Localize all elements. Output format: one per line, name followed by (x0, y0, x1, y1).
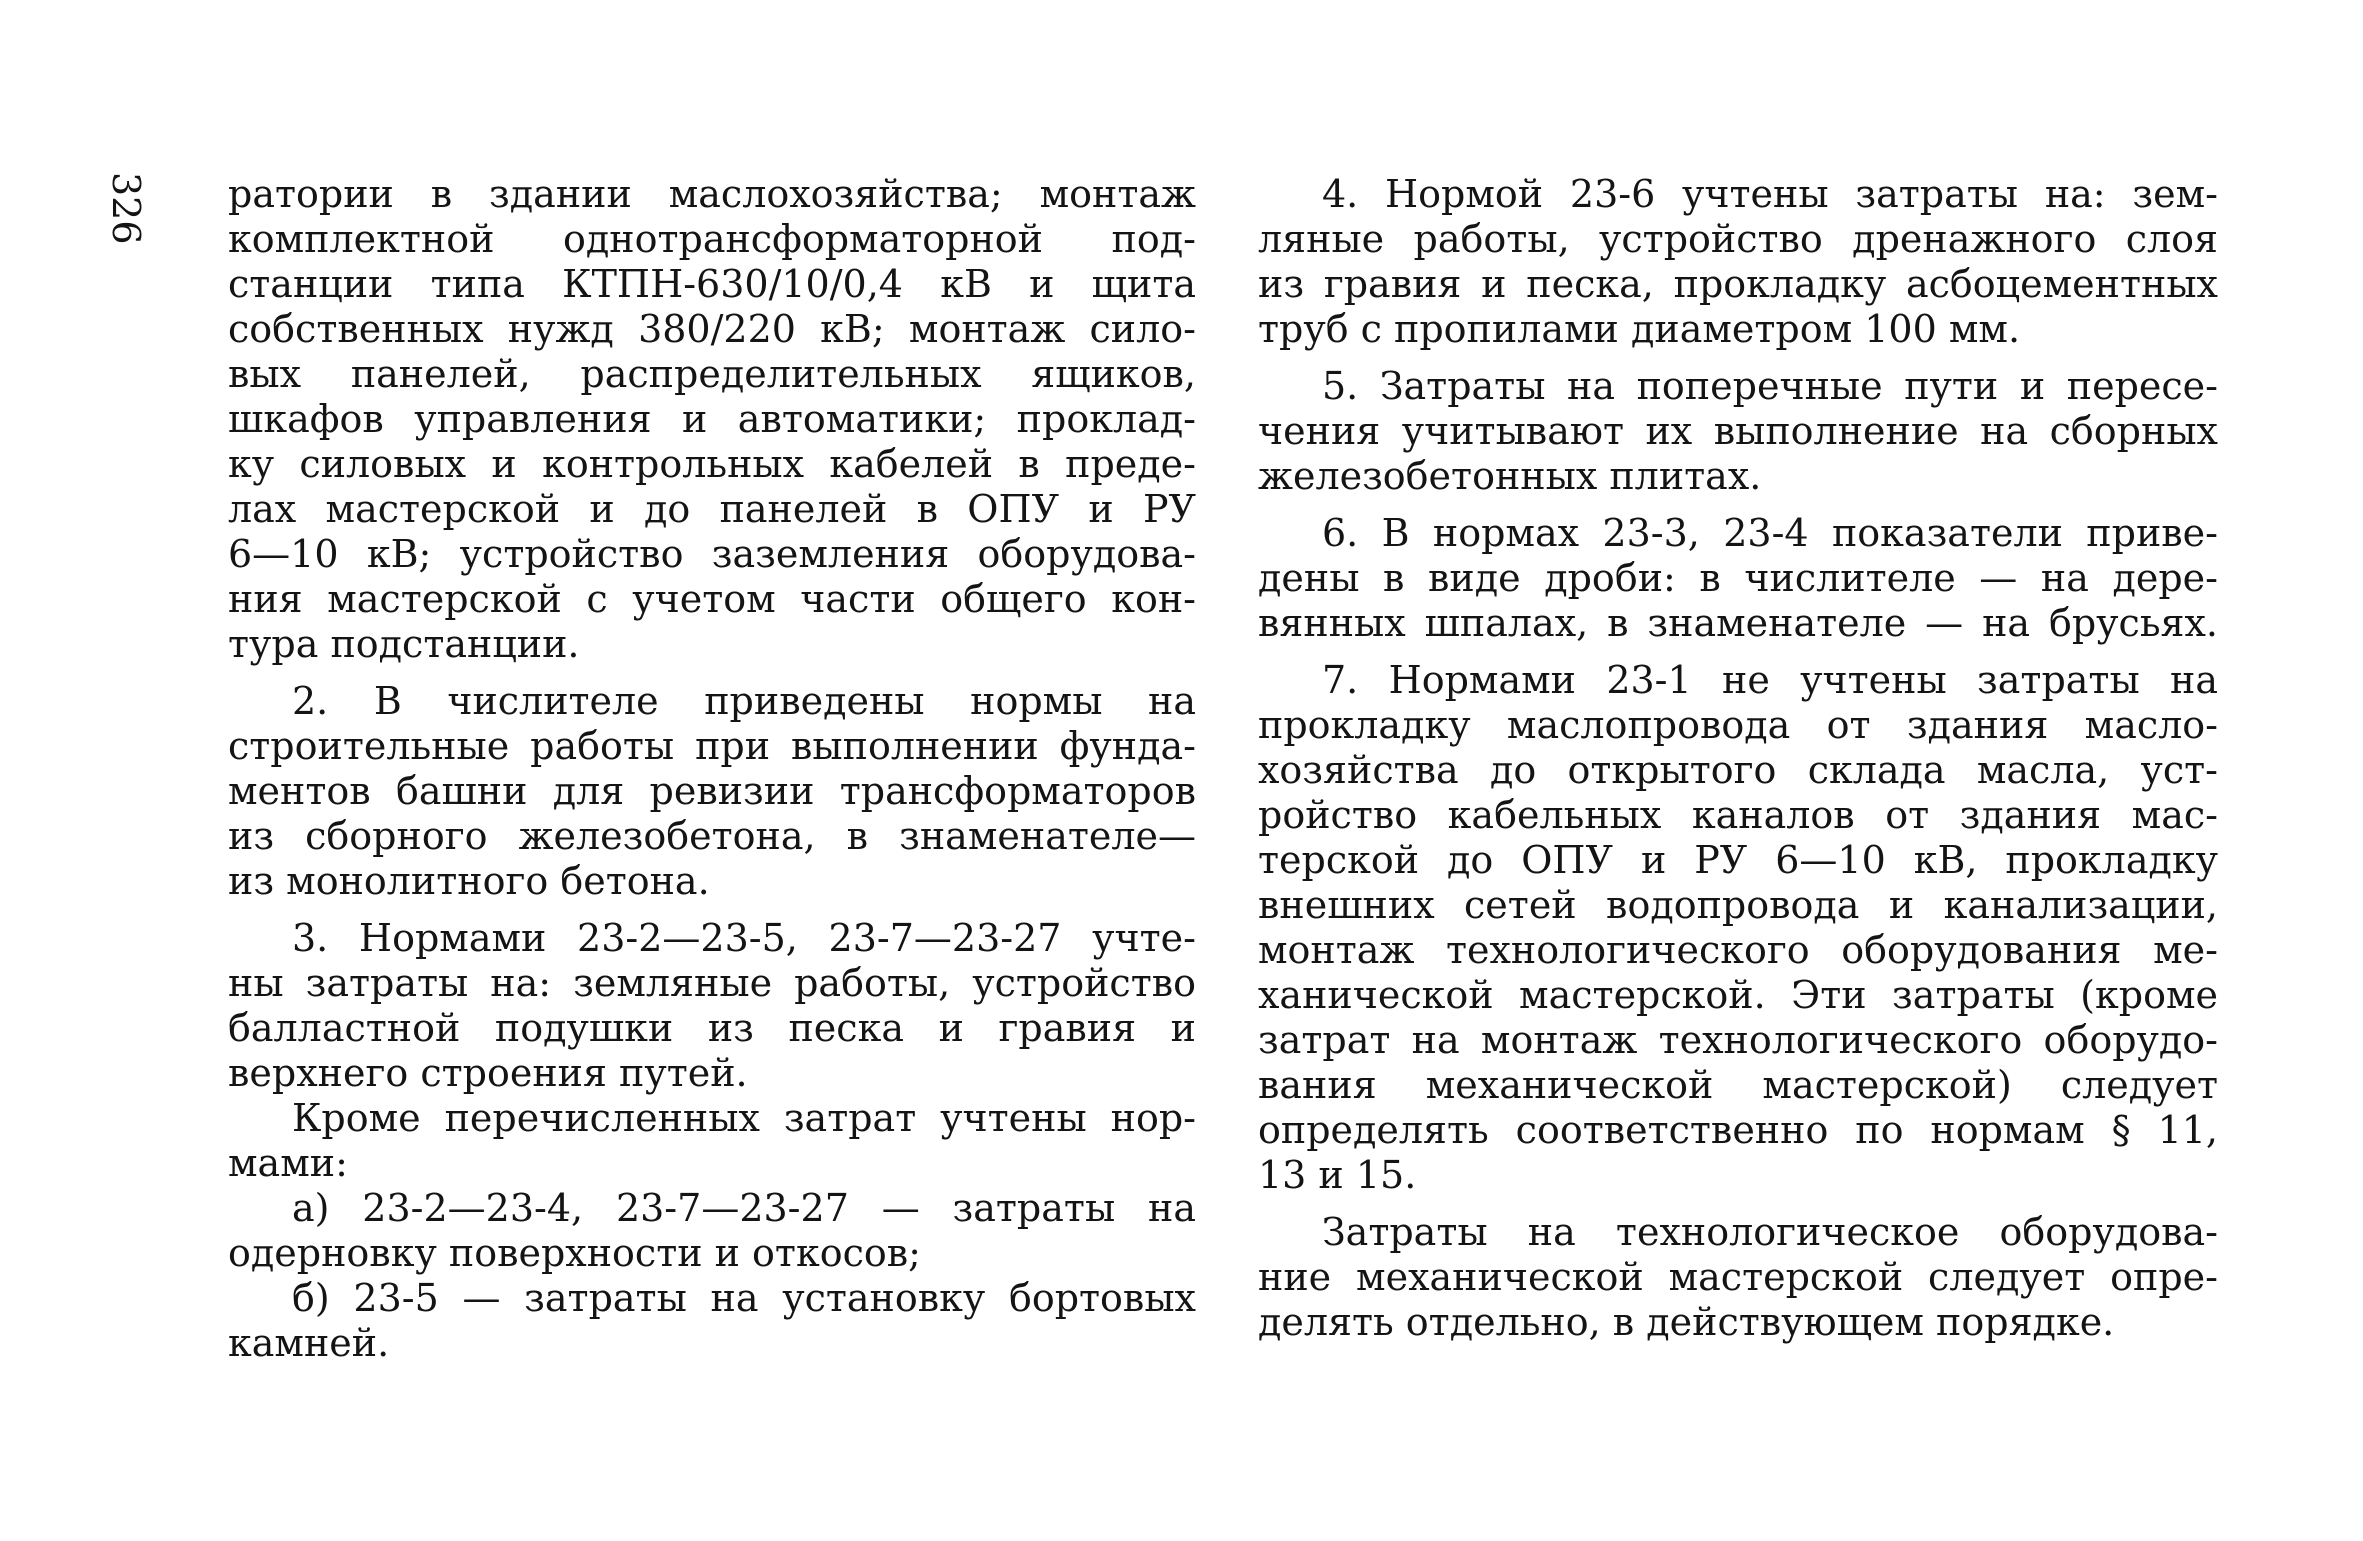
text-line: 2. В числителе приведены нормы на (292, 679, 1196, 723)
text-line: мами: (228, 1141, 348, 1185)
paragraph-note-5 (1258, 364, 2218, 499)
text-line: вых панелей, распределительных ящиков, (228, 352, 1196, 396)
paragraph-note-7 (1258, 658, 2218, 1198)
text-line: ратории в здании маслохозяйства; монтаж (228, 172, 1196, 216)
text-line: вянных шпалах, в знаменателе — на брусьях. (1258, 601, 2218, 645)
text-line: монтаж технологического оборудования ме- (1258, 928, 2218, 972)
text-line: делять отдельно, в действующем порядке. (1258, 1300, 2115, 1344)
text-line: терской до ОПУ и РУ 6—10 кВ, прокладку (1258, 838, 2218, 882)
text-line: ку силовых и контрольных кабелей в преде- (228, 442, 1196, 486)
text-line: вания механической мастерской) следует (1258, 1063, 2218, 1107)
text-line: ны затраты на: земляные работы, устройство (228, 961, 1196, 1005)
paragraph-note-3 (228, 916, 1196, 1096)
paragraph-item-b (228, 1276, 1196, 1366)
paragraph-note-6 (1258, 511, 2218, 646)
text-line: балластной подушки из песка и гравия и (228, 1006, 1196, 1050)
text-line: б) 23-5 — затраты на установку бортовых (292, 1276, 1196, 1320)
right-column (1258, 172, 2218, 1345)
paragraph-note-4 (1258, 172, 2218, 352)
text-line: 7. Нормами 23-1 не учтены затраты на (1322, 658, 2218, 702)
text-line: ханической мастерской. Эти затраты (кроме (1258, 973, 2218, 1017)
text-line: шкафов управления и автоматики; проклад- (228, 397, 1196, 441)
text-line: из сборного железобетона, в знаменателе— (228, 814, 1196, 858)
text-line: комплектной однотрансформаторной под- (228, 217, 1196, 261)
text-line: 4. Нормой 23-6 учтены затраты на: зем- (1322, 172, 2218, 216)
text-line: лах мастерской и до панелей в ОПУ и РУ (228, 487, 1196, 531)
text-line: 13 и 15. (1258, 1153, 1417, 1197)
text-line: затрат на монтаж технологического оборудо- (1258, 1018, 2218, 1062)
text-line: Затраты на технологическое оборудова- (1322, 1210, 2218, 1254)
text-line: ния мастерской с учетом части общего кон- (228, 577, 1196, 621)
text-line: из гравия и песка, прокладку асбоцементных (1258, 262, 2218, 306)
text-line: камней. (228, 1321, 390, 1365)
text-line: строительные работы при выполнении фунда- (228, 724, 1196, 768)
text-line: а) 23-2—23-4, 23-7—23-27 — затраты на (292, 1186, 1196, 1230)
text-line: 3. Нормами 23-2—23-5, 23-7—23-27 учте- (292, 916, 1196, 960)
text-line: станции типа КТПН-630/10/0,4 кВ и щита (228, 262, 1196, 306)
text-line: дены в виде дроби: в числителе — на дере- (1258, 556, 2218, 600)
paragraph-note-2 (228, 679, 1196, 904)
text-line: верхнего строения путей. (228, 1051, 748, 1095)
text-line: 6—10 кВ; устройство заземления оборудова- (228, 532, 1196, 576)
text-line: 6. В нормах 23-3, 23-4 показатели приве- (1322, 511, 2218, 555)
text-line: 5. Затраты на поперечные пути и пересе- (1322, 364, 2218, 408)
text-line: ментов башни для ревизии трансформаторов (228, 769, 1196, 813)
paragraph-item-a (228, 1186, 1196, 1276)
text-line: ние механической мастерской следует опре- (1258, 1255, 2218, 1299)
text-line: Кроме перечисленных затрат учтены нор- (292, 1096, 1196, 1140)
text-line: прокладку маслопровода от здания масло- (1258, 703, 2218, 747)
text-line: ляные работы, устройство дренажного слоя (1258, 217, 2218, 261)
text-line: из монолитного бетона. (228, 859, 710, 903)
paragraph-additional (228, 1096, 1196, 1186)
text-line: собственных нужд 380/220 кВ; монтаж сило- (228, 307, 1196, 351)
text-line: одерновку поверхности и откосов; (228, 1231, 921, 1275)
left-column (228, 172, 1196, 1366)
paragraph-continuation (228, 172, 1196, 667)
paragraph-equipment-costs (1258, 1210, 2218, 1345)
text-line: тура подстанции. (228, 622, 580, 666)
text-line: чения учитывают их выполнение на сборных (1258, 409, 2218, 453)
text-line: ройство кабельных каналов от здания мас- (1258, 793, 2218, 837)
page-number: 326 (104, 172, 148, 245)
text-line: железобетонных плитах. (1258, 454, 1762, 498)
text-line: внешних сетей водопровода и канализации, (1258, 883, 2218, 927)
text-line: хозяйства до открытого склада масла, уст- (1258, 748, 2218, 792)
text-line: труб с пропилами диаметром 100 мм. (1258, 307, 2021, 351)
text-line: определять соответственно по нормам § 11, (1258, 1108, 2218, 1152)
